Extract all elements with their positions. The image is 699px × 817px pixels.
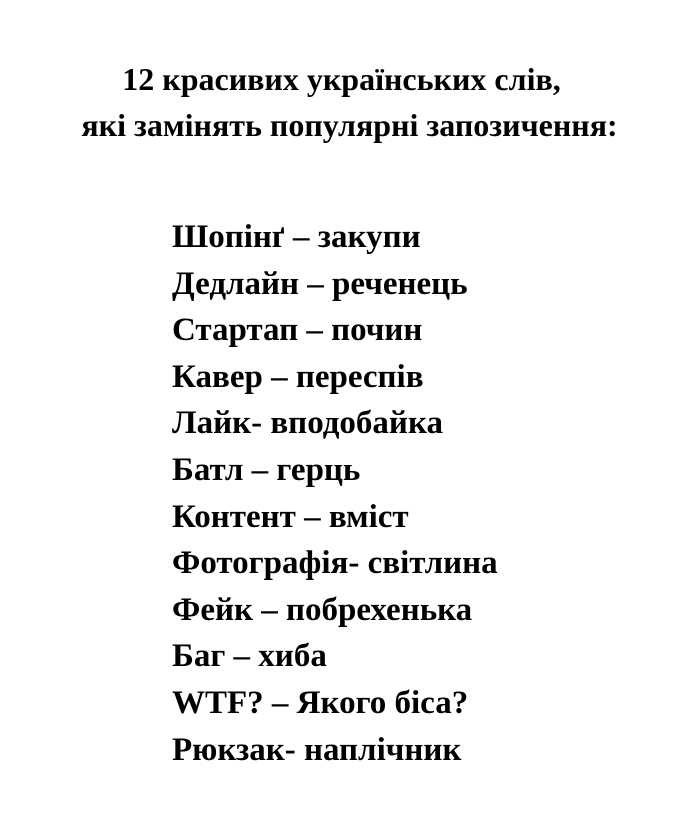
word-list: [172, 214, 498, 773]
word-pair: Фотографія- світлина: [172, 545, 498, 582]
word-pair: Дедлайн – реченець: [172, 265, 468, 302]
word-pair: Фейк – побрехенька: [172, 591, 473, 628]
word-pair: Контент – вміст: [172, 498, 409, 535]
word-pair: Кавер – переспів: [172, 358, 424, 395]
word-pair: Баг – хиба: [172, 638, 327, 675]
word-pair: Стартап – почин: [172, 312, 423, 349]
word-pair: Батл – герць: [172, 451, 361, 488]
word-pair: Лайк- вподобайка: [172, 405, 443, 442]
word-pair: WTF? – Якого біса?: [172, 684, 469, 721]
title-line-2: які замінять популярні запозичення:: [81, 107, 618, 143]
word-pair: Рюкзак- наплічник: [172, 731, 462, 768]
page-title: [0, 56, 699, 148]
word-pair: Шопінґ – закупи: [172, 219, 421, 255]
title-line-1: 12 красивих українських слів,: [122, 61, 561, 97]
